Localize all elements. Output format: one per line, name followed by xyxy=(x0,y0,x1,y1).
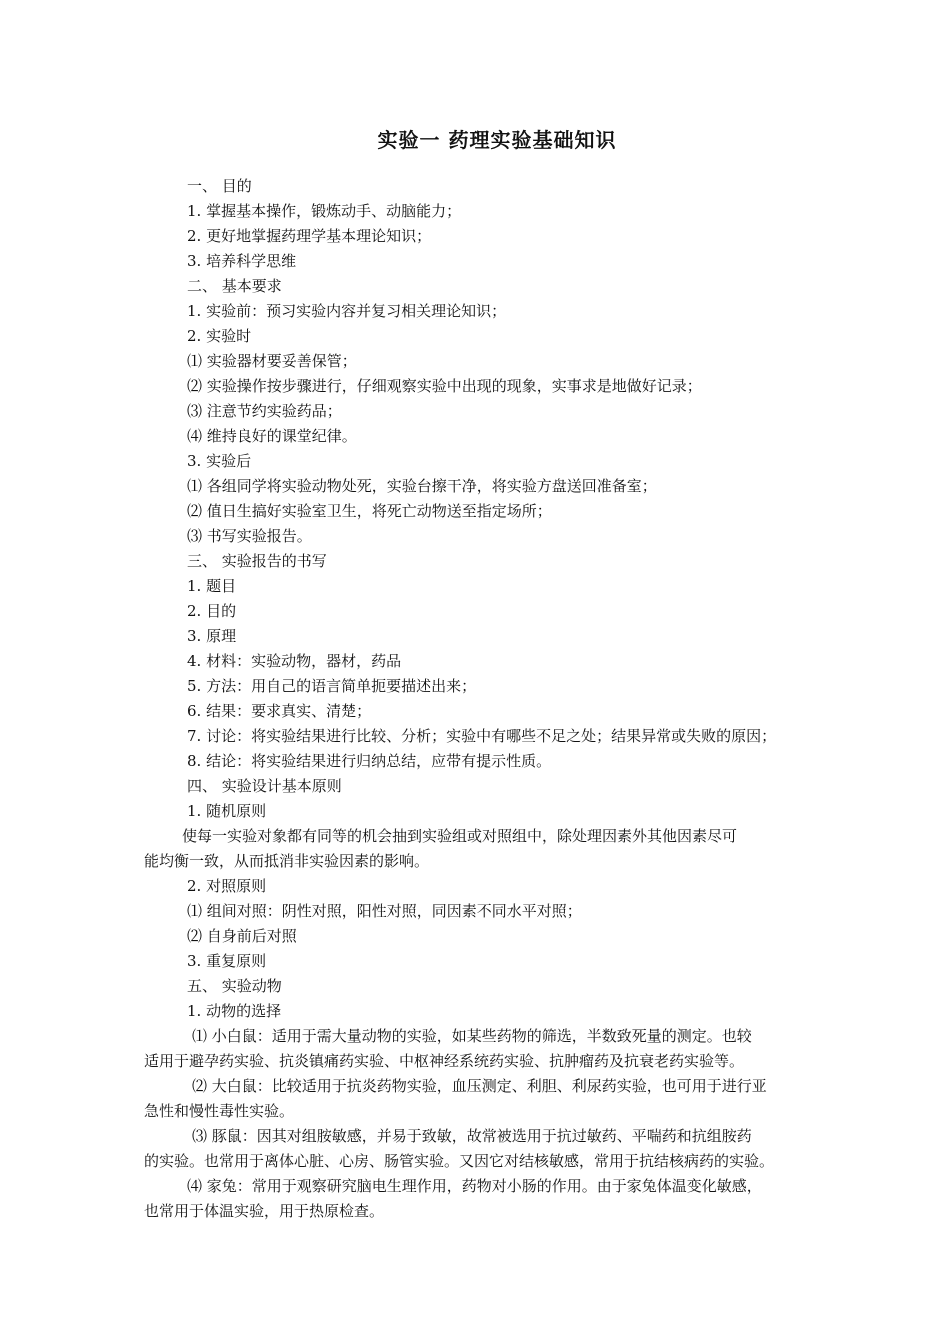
paragraph-line: ⑵ 大白鼠：比较适用于抗炎药物实验，血压测定、利胆、利尿药实验，也可用于进行亚 xyxy=(192,1077,767,1095)
paragraph-line: 急性和慢性毒性实验。 xyxy=(144,1102,295,1120)
list-item: ⑴ 实验器材要妥善保管； xyxy=(187,352,357,370)
list-item: 4. 材料：实验动物，器材，药品 xyxy=(187,652,402,670)
list-item: 3. 培养科学思维 xyxy=(187,252,297,270)
list-item: 2. 目的 xyxy=(187,602,237,620)
section-heading-4: 四、 实验设计基本原则 xyxy=(187,777,342,795)
list-item: ⑶ 书写实验报告。 xyxy=(187,527,312,545)
paragraph-line: ⑷ 家兔：常用于观察研究脑电生理作用，药物对小肠的作用。由于家兔体温变化敏感， xyxy=(187,1177,762,1195)
list-item: ⑵ 实验操作按步骤进行，仔细观察实验中出现的现象，实事求是地做好记录； xyxy=(187,377,702,395)
list-item: 7. 讨论：将实验结果进行比较、分析；实验中有哪些不足之处；结果异常或失败的原因； xyxy=(187,727,777,745)
list-item: 1. 题目 xyxy=(187,577,237,595)
list-item: 1. 随机原则 xyxy=(187,802,267,820)
list-item: 1. 实验前：预习实验内容并复习相关理论知识； xyxy=(187,302,507,320)
section-heading-5: 五、 实验动物 xyxy=(187,977,282,995)
list-item: 3. 原理 xyxy=(187,627,237,645)
list-item: 2. 实验时 xyxy=(187,327,252,345)
paragraph-line: ⑴ 小白鼠：适用于需大量动物的实验，如某些药物的筛选，半数致死量的测定。也较 xyxy=(192,1027,752,1045)
list-item: ⑴ 各组同学将实验动物处死，实验台擦干净，将实验方盘送回准备室； xyxy=(187,477,657,495)
list-item: ⑶ 注意节约实验药品； xyxy=(187,402,342,420)
section-heading-2: 二、 基本要求 xyxy=(187,277,282,295)
list-item: ⑷ 维持良好的课堂纪律。 xyxy=(187,427,357,445)
paragraph-line: 使每一实验对象都有同等的机会抽到实验组或对照组中，除处理因素外其他因素尽可 xyxy=(182,827,738,845)
list-item: 8. 结论：将实验结果进行归纳总结，应带有提示性质。 xyxy=(187,752,552,770)
list-item: 1. 掌握基本操作，锻炼动手、动脑能力； xyxy=(187,202,462,220)
list-item: ⑵ 自身前后对照 xyxy=(187,927,297,945)
paragraph-line: 能均衡一致，从而抵消非实验因素的影响。 xyxy=(144,852,430,870)
list-item: 6. 结果：要求真实、清楚； xyxy=(187,702,372,720)
list-item: 1. 动物的选择 xyxy=(187,1002,282,1020)
paragraph-line: 适用于避孕药实验、抗炎镇痛药实验、中枢神经系统药实验、抗肿瘤药及抗衰老药实验等。 xyxy=(144,1052,745,1070)
section-heading-1: 一、 目的 xyxy=(187,177,252,195)
list-item: ⑴ 组间对照：阴性对照，阳性对照，同因素不同水平对照； xyxy=(187,902,582,920)
section-heading-3: 三、 实验报告的书写 xyxy=(187,552,327,570)
paragraph-line: 也常用于体温实验，用于热原检查。 xyxy=(144,1202,385,1220)
list-item: 2. 对照原则 xyxy=(187,877,267,895)
list-item: 3. 重复原则 xyxy=(187,952,267,970)
list-item: 5. 方法：用自己的语言简单扼要描述出来； xyxy=(187,677,477,695)
list-item: 3. 实验后 xyxy=(187,452,252,470)
list-item: 2. 更好地掌握药理学基本理论知识； xyxy=(187,227,432,245)
paragraph-line: 的实验。也常用于离体心脏、心房、肠管实验。又因它对结核敏感，常用于抗结核病药的实验。 xyxy=(144,1152,775,1170)
list-item: ⑵ 值日生搞好实验室卫生，将死亡动物送至指定场所； xyxy=(187,502,552,520)
paragraph-line: ⑶ 豚鼠：因其对组胺敏感，并易于致敏，故常被选用于抗过敏药、平喘药和抗组胺药 xyxy=(192,1127,752,1145)
page-title: 实验一 药理实验基础知识 xyxy=(377,128,617,152)
